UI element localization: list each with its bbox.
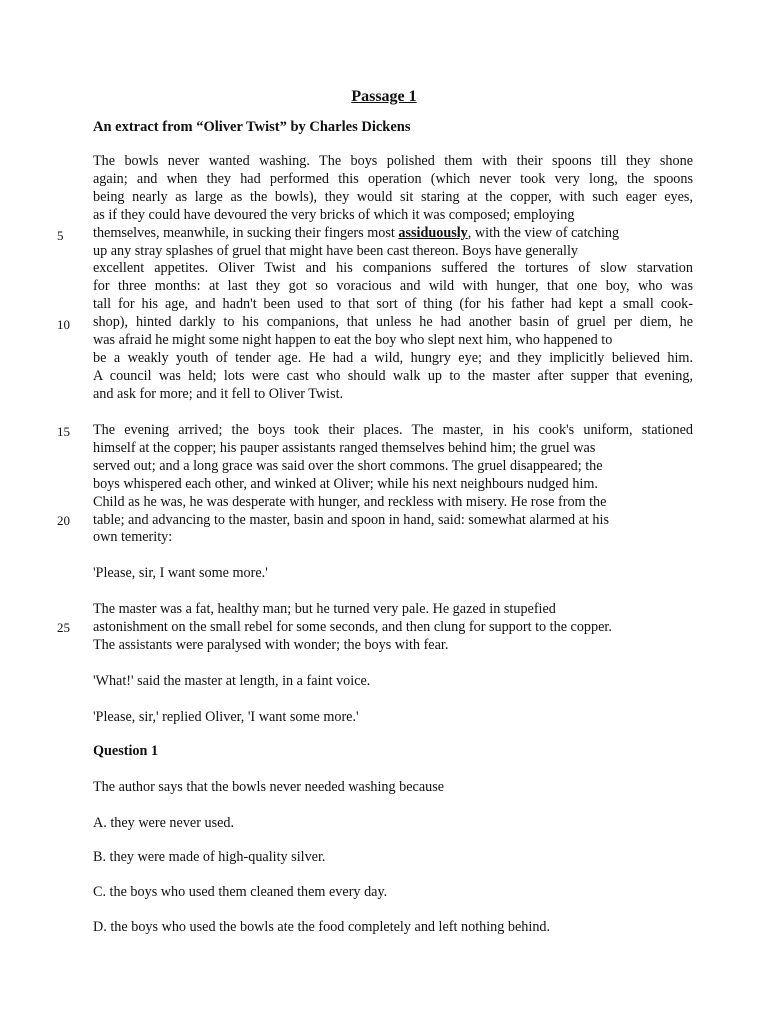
passage-paragraph-1 — [93, 153, 693, 404]
passage-line: 'Please, sir, I want some more.' — [93, 565, 268, 581]
passage-text: themselves, meanwhile, in sucking their fingers most — [93, 224, 399, 241]
passage-line: again; and when they had performed this operation (which never took very long, the spoons — [93, 170, 693, 187]
passage-line: up any stray splashes of gruel that might have been cast thereon. Boys have generally — [93, 242, 578, 259]
vocabulary-word-assiduously: assiduously — [398, 224, 468, 241]
line-number: 10 — [57, 317, 70, 332]
passage-line: and ask for more; and it fell to Oliver Twist. — [93, 385, 344, 402]
passage-line: be a weakly youth of tender age. He had a wild, hungry eye; and they implicitly believed him. — [93, 349, 693, 366]
passage-paragraph-4 — [93, 601, 693, 655]
answer-option-c: C. the boys who used them cleaned them every day. — [93, 884, 388, 900]
passage-paragraph-2 — [93, 422, 693, 547]
answer-option-b: B. they were made of high-quality silver. — [93, 849, 326, 865]
passage-paragraph-5 — [93, 673, 693, 691]
passage-line — [93, 225, 693, 243]
line-number: 25 — [57, 620, 70, 635]
passage-line: shop), hinted darkly to his companions, that unless he had another basin of gruel per diem, he — [93, 314, 693, 331]
passage-title: Passage 1 — [351, 88, 417, 105]
passage-paragraph-3 — [93, 565, 693, 583]
passage-line: being nearly as large as the bowls), they would sit staring at the copper, with such eager eyes, — [93, 188, 693, 205]
passage-line: own temerity: — [93, 529, 173, 546]
passage-line: served out; and a long grace was said over the short commons. The gruel disappeared; the — [93, 457, 603, 474]
passage-line: A council was held; lots were cast who should walk up to the master after supper that evening, — [93, 367, 693, 384]
line-number: 5 — [57, 228, 64, 243]
passage-line: 'Please, sir,' replied Oliver, 'I want some more.' — [93, 709, 359, 725]
passage-line: himself at the copper; his pauper assistants ranged themselves behind him; the gruel was — [93, 439, 596, 456]
answer-option-a: A. they were never used. — [93, 815, 235, 831]
passage-line: The bowls never wanted washing. The boys polished them with their spoons till they shone — [93, 153, 693, 169]
passage-line: excellent appetites. Oliver Twist and his companions suffered the tortures of slow starvation — [93, 260, 693, 277]
passage-line: The assistants were paralysed with wonder; the boys with fear. — [93, 636, 449, 653]
passage-line: boys whispered each other, and winked at Oliver; while his next neighbours nudged him. — [93, 475, 598, 492]
question-heading: Question 1 — [93, 743, 159, 759]
passage-line: as if they could have devoured the very bricks of which it was composed; employing — [93, 206, 575, 223]
line-number: 15 — [57, 424, 70, 439]
passage-paragraph-6 — [93, 709, 693, 727]
passage-line: 'What!' said the master at length, in a faint voice. — [93, 673, 371, 689]
passage-line: The evening arrived; the boys took their places. The master, in his cook's uniform, stationed — [93, 422, 693, 438]
passage-line: Child as he was, he was desperate with hunger, and reckless with misery. He rose from the — [93, 493, 607, 510]
question-stem: The author says that the bowls never needed washing because — [93, 779, 445, 795]
line-number: 20 — [57, 513, 70, 528]
passage-text: , with the view of catching — [467, 224, 620, 241]
passage-line: table; and advancing to the master, basin and spoon in hand, said: somewhat alarmed at his — [93, 511, 609, 528]
answer-option-d: D. the boys who used the bowls ate the food completely and left nothing behind. — [93, 919, 551, 935]
passage-subtitle: An extract from “Oliver Twist” by Charles Dickens — [93, 119, 411, 135]
passage-line: The master was a fat, healthy man; but he turned very pale. He gazed in stupefied — [93, 601, 556, 617]
passage-line: tall for his age, and hadn't been used to that sort of thing (for his father had kept a small cook- — [93, 296, 693, 313]
passage-line: astonishment on the small rebel for some seconds, and then clung for support to the copper. — [93, 618, 612, 635]
passage-line: for three months: at last they got so voracious and wild with hunger, that one boy, who was — [93, 278, 693, 295]
passage-line: was afraid he might some night happen to eat the boy who slept next him, who happened to — [93, 332, 613, 349]
